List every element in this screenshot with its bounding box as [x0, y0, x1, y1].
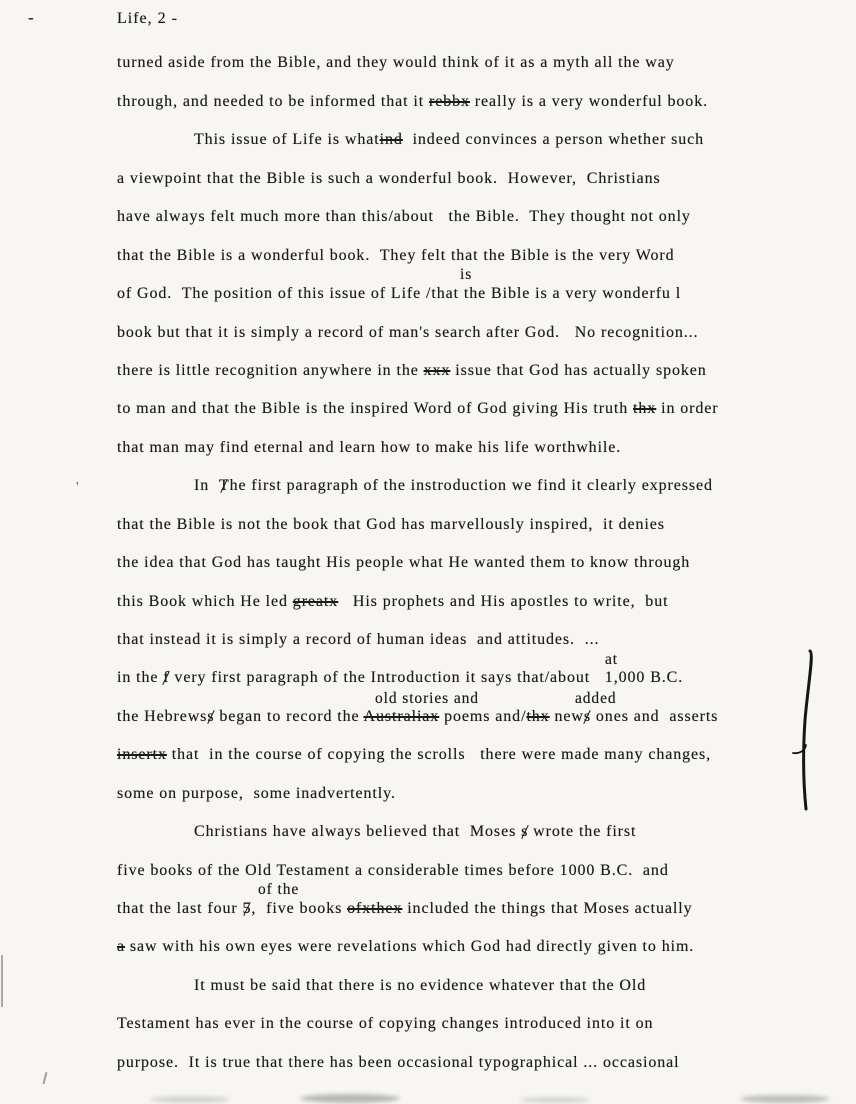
inserted-word-is: is [460, 266, 473, 283]
margin-tick-mark: ' [76, 480, 79, 495]
text-segment: the Hebrews [117, 708, 208, 725]
inserted-word-added: added [575, 690, 617, 707]
struck-text: insertx [117, 746, 167, 763]
typed-line [117, 631, 599, 649]
typed-line [117, 746, 711, 764]
scan-smudge [740, 1095, 830, 1103]
typed-line [194, 977, 646, 995]
text-segment: that instead it is simply a record of human ideas and attitudes. ... [117, 631, 600, 648]
text-segment: It must be said that there is no evidence whatever that the Old [194, 977, 647, 994]
text-segment: indeed convinces a person whether such [402, 131, 705, 148]
text-segment: book but that it is simply a record of man's search after God. No recognition... [117, 324, 699, 341]
text-segment: that man may find eternal and learn how to make his life worthwhile. [117, 439, 622, 456]
typed-line [194, 131, 704, 149]
typed-line [117, 554, 690, 572]
slashed-char: s [521, 823, 529, 840]
typed-line [194, 477, 713, 495]
slashed-char: s [583, 708, 591, 725]
text-segment: new [549, 708, 584, 725]
text-segment: included the things that Moses actually [402, 900, 693, 917]
scan-smudge [150, 1096, 230, 1103]
scan-artifact [43, 1072, 47, 1084]
text-segment: Testament has ever in the course of copying changes introduced into it on [117, 1015, 654, 1032]
typed-line [117, 862, 669, 880]
text-segment: turned aside from the Bible, and they would think of it as a myth all the way [117, 54, 675, 71]
text-segment: This issue of Life is what [194, 131, 380, 148]
scan-smudge [520, 1097, 590, 1103]
struck-text: ofxthex [347, 900, 403, 917]
typed-line [194, 823, 636, 841]
text-segment: very first paragraph of the Introduction it says that/about 1,000 B.C. [169, 669, 684, 686]
page-header: Life, 2 - [117, 10, 178, 27]
slashed-char: T [218, 477, 230, 494]
text-segment: began to record the [214, 708, 364, 725]
text-segment: have always felt much more than this/about the Bible. They thought not only [117, 208, 691, 225]
struck-text: ind [379, 131, 403, 148]
typed-line [117, 708, 718, 726]
text-segment: , five books [251, 900, 348, 917]
text-segment: a viewpoint that the Bible is such a wonderful book. However, Christians [117, 170, 661, 187]
text-segment: wrote the first [528, 823, 637, 840]
text-segment: ones and asserts [591, 708, 719, 725]
typed-line [117, 516, 665, 534]
typed-line [117, 669, 683, 687]
typed-line [117, 900, 692, 918]
typed-line [117, 400, 719, 418]
inserted-phrase-of-the: of the [258, 881, 300, 898]
slashed-char: f [163, 669, 170, 686]
struck-text: Australiax [363, 708, 440, 725]
inserted-phrase-old-stories: old stories and [375, 690, 479, 707]
text-segment: the idea that God has taught His people what He wanted them to know through [117, 554, 691, 571]
text-segment: issue that God has actually spoken [450, 362, 707, 379]
text-segment: he first paragraph of the instroduction we find it clearly expressed [229, 477, 713, 494]
struck-text: a [117, 938, 126, 955]
text-segment: five books of the Old Testament a considerable times before 1000 B.C. and [117, 862, 669, 879]
text-segment: that in the course of copying the scrolls there were made many changes, [166, 746, 712, 763]
text-segment: there is little recognition anywhere in the [117, 362, 424, 379]
text-segment: this Book which He led [117, 593, 293, 610]
slashed-char: s [207, 708, 215, 725]
slashed-char: 5 [242, 900, 252, 917]
typed-line [117, 593, 668, 611]
typed-line [117, 938, 694, 956]
typed-line [117, 1015, 653, 1033]
handwritten-bracket-mark [790, 645, 830, 815]
typed-line [117, 93, 708, 111]
typed-line [117, 54, 675, 72]
text-segment: in order [656, 400, 719, 417]
text-segment: In [194, 477, 219, 494]
typed-line [117, 324, 698, 342]
typed-line [117, 362, 707, 380]
typed-line [117, 285, 681, 303]
text-segment: poems and/ [439, 708, 527, 725]
typed-line [117, 247, 675, 265]
struck-text: thx [633, 400, 657, 417]
scan-edge-artifact [1, 955, 3, 1007]
text-segment: that the last four [117, 900, 243, 917]
text-segment: some on purpose, some inadvertently. [117, 785, 396, 802]
text-segment: of God. The position of this issue of Life /that the Bible is a very wonderfu l [117, 285, 682, 302]
text-segment: that the Bible is a wonderful book. They felt that the Bible is the very Word [117, 247, 675, 264]
typed-line [117, 1054, 680, 1072]
typed-line [117, 208, 691, 226]
typed-line [117, 439, 621, 457]
struck-text: thx [526, 708, 550, 725]
struck-text: xxx [423, 362, 451, 379]
text-segment: saw with his own eyes were revelations which God had directly given to him. [125, 938, 695, 955]
text-segment: to man and that the Bible is the inspired Word of God giving His truth [117, 400, 634, 417]
text-segment: through, and needed to be informed that it [117, 93, 429, 110]
text-segment: His prophets and His apostles to write, but [338, 593, 669, 610]
margin-dash-mark: - [28, 8, 34, 27]
struck-text: greatx [292, 593, 339, 610]
text-segment: that the Bible is not the book that God has marvellously inspired, it denies [117, 516, 665, 533]
typed-line [117, 785, 396, 803]
text-segment: in the [117, 669, 164, 686]
text-segment: Christians have always believed that Moses [194, 823, 522, 840]
struck-text: rebbx [428, 93, 470, 110]
text-segment: purpose. It is true that there has been occasional typographical ... occasional [117, 1054, 680, 1071]
scan-smudge [300, 1094, 400, 1103]
inserted-word-at: at [605, 651, 618, 668]
text-segment: really is a very wonderful book. [469, 93, 708, 110]
typed-line [117, 170, 661, 188]
